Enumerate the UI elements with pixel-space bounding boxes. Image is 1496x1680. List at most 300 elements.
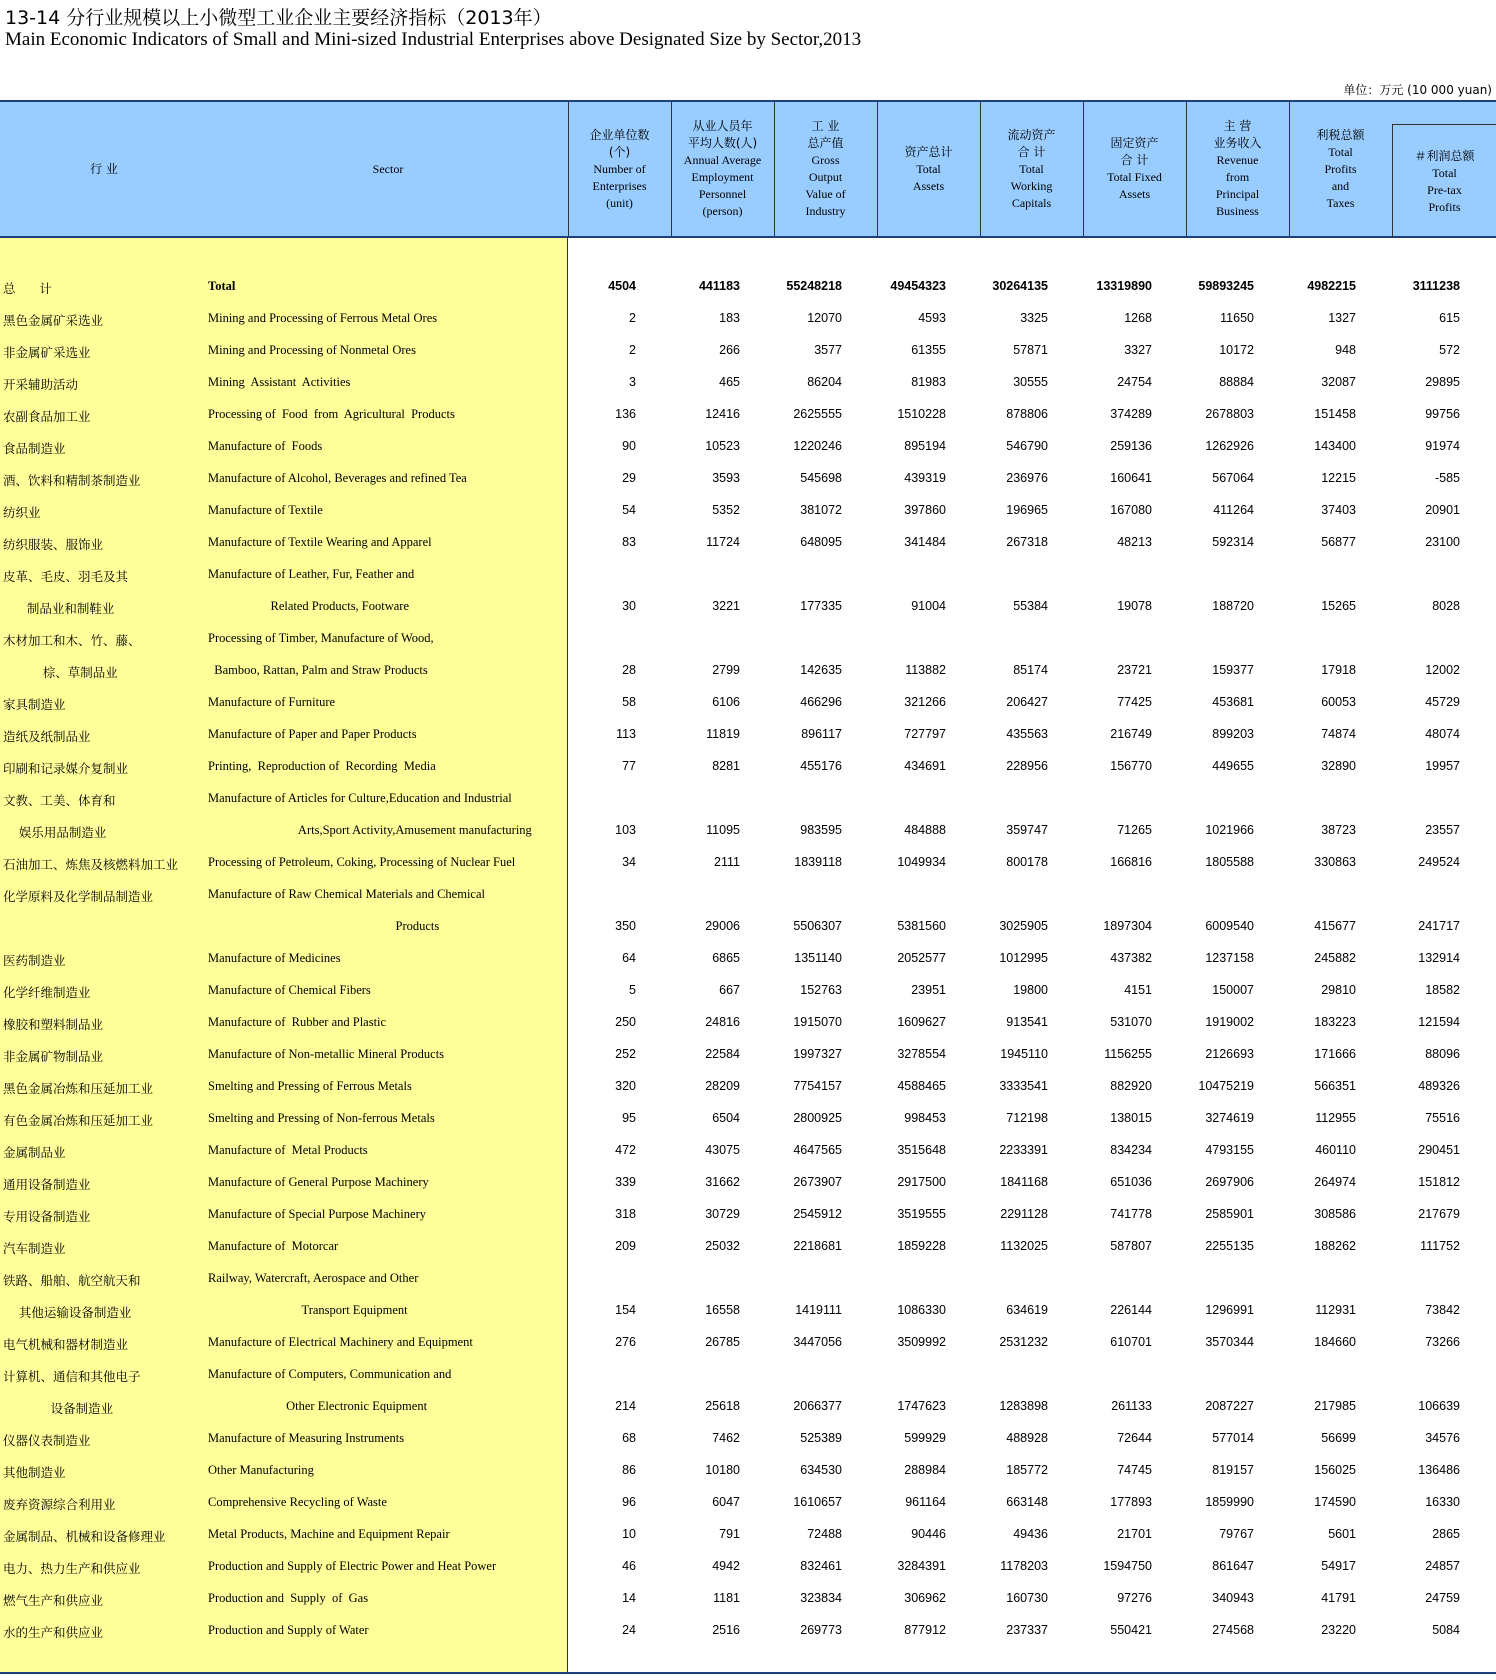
row-label-cn: 开采辅助活动 <box>3 377 79 392</box>
row-label-cn: 通用设备制造业 <box>3 1177 91 1192</box>
row-label-cn: 皮革、毛皮、羽毛及其 <box>3 569 129 584</box>
row-value: 19957 <box>1425 759 1460 773</box>
row-value: 24754 <box>1117 375 1152 389</box>
row-value: 1021966 <box>1205 823 1254 837</box>
table-row <box>0 1039 1496 1071</box>
table-row <box>0 495 1496 527</box>
row-value: 525389 <box>800 1431 842 1445</box>
table-row <box>0 591 1496 623</box>
header-col-2 <box>671 102 774 236</box>
row-value: 3519555 <box>897 1207 946 1221</box>
row-label-cn: 酒、饮料和精制茶制造业 <box>3 473 141 488</box>
row-value: 948 <box>1335 343 1356 357</box>
row-value: 30555 <box>1013 375 1048 389</box>
row-value: 99756 <box>1425 407 1460 421</box>
row-value: 25618 <box>705 1399 740 1413</box>
row-value: 68 <box>622 1431 636 1445</box>
row-value: 34576 <box>1425 1431 1460 1445</box>
row-value: 6047 <box>712 1495 740 1509</box>
header-col-5-line: Capitals <box>1011 195 1052 210</box>
row-value: 113882 <box>905 663 946 677</box>
unit-label: 单位：万元 (10 000 yuan) <box>1343 83 1492 97</box>
row-value: 2625555 <box>793 407 842 421</box>
row-value: 615 <box>1439 311 1460 325</box>
table-title-en: Main Economic Indicators of Small and Mini-sized Industrial Enterprises above Designated Size by Sector,2013 <box>5 29 862 50</box>
row-value: 2865 <box>1432 1527 1460 1541</box>
row-value: 3570344 <box>1205 1335 1254 1349</box>
row-value: 6865 <box>712 951 740 965</box>
row-value: 41791 <box>1321 1591 1356 1605</box>
table-row <box>0 1615 1496 1647</box>
row-value: 166816 <box>1110 855 1152 869</box>
row-value: 1841168 <box>1000 1175 1048 1189</box>
row-label-en: Manufacture of Metal Products <box>208 1143 368 1157</box>
row-value: 5381560 <box>897 919 946 933</box>
row-value: 11095 <box>706 823 740 837</box>
row-value: 29895 <box>1425 375 1460 389</box>
row-value: 55248218 <box>786 279 842 293</box>
row-value: 269773 <box>800 1623 842 1637</box>
row-value: 188262 <box>1314 1239 1356 1253</box>
header-col-1 <box>568 102 671 236</box>
header-col-7-line: 业务收入 <box>1213 136 1262 150</box>
row-value: 4588465 <box>897 1079 946 1093</box>
header-col-3 <box>774 102 877 236</box>
table-row <box>0 303 1496 335</box>
row-value: 177893 <box>1110 1495 1152 1509</box>
header-col-6-line: Assets <box>1118 187 1151 201</box>
row-value: 3 <box>629 375 636 389</box>
row-value: 2066377 <box>793 1399 842 1413</box>
row-value: 112931 <box>1315 1303 1356 1317</box>
row-label-en: Mining and Processing of Nonmetal Ores <box>208 343 416 357</box>
row-value: 72644 <box>1117 1431 1152 1445</box>
row-label-en: Smelting and Pressing of Ferrous Metals <box>208 1079 412 1093</box>
row-value: 160641 <box>1110 471 1152 485</box>
row-value: 24759 <box>1425 1591 1460 1605</box>
header-col-7-line: Business <box>1216 204 1259 218</box>
row-label-cn: 汽车制造业 <box>3 1241 66 1256</box>
row-label-cn: 文教、工美、体育和 <box>3 793 116 808</box>
row-value: 359747 <box>1006 823 1048 837</box>
row-value: 3111238 <box>1412 279 1460 293</box>
row-label-cn: 纺织服装、服饰业 <box>3 537 104 552</box>
row-value: 599929 <box>904 1431 946 1445</box>
row-label-cn: 化学原料及化学制品制造业 <box>3 889 154 904</box>
row-value: 154 <box>615 1303 636 1317</box>
row-value: 3025905 <box>999 919 1048 933</box>
header-col-3-line: 工 业 <box>811 119 840 133</box>
row-value: 1510228 <box>897 407 946 421</box>
row-label-cn: 金属制品、机械和设备修理业 <box>3 1529 166 1544</box>
row-value: 75516 <box>1425 1111 1460 1125</box>
row-value: 323834 <box>800 1591 842 1605</box>
row-value: 106639 <box>1418 1399 1460 1413</box>
table-row <box>0 1167 1496 1199</box>
table-row <box>0 1135 1496 1167</box>
header-col-4-line: Assets <box>912 178 945 193</box>
table-row <box>0 1455 1496 1487</box>
row-value: 1945110 <box>1000 1047 1048 1061</box>
table-row <box>0 1007 1496 1039</box>
row-value: 465 <box>719 375 740 389</box>
row-value: 46 <box>622 1559 636 1573</box>
row-value: 1262926 <box>1205 439 1254 453</box>
row-value: 3577 <box>814 343 842 357</box>
row-value: 24816 <box>705 1015 740 1029</box>
table-row <box>0 1103 1496 1135</box>
row-value: 188720 <box>1212 599 1254 613</box>
row-value: 2255135 <box>1205 1239 1254 1253</box>
row-value: 111752 <box>1420 1239 1460 1253</box>
row-value: 340943 <box>1212 1591 1254 1605</box>
row-value: 12416 <box>705 407 740 421</box>
row-value: 249524 <box>1418 855 1460 869</box>
row-value: 651036 <box>1110 1175 1152 1189</box>
row-label-cn: 棕、草制品业 <box>3 665 118 680</box>
row-value: 79767 <box>1219 1527 1254 1541</box>
row-value: 321266 <box>904 695 946 709</box>
row-label-cn: 纺织业 <box>3 505 41 520</box>
row-label-en: Manufacture of Medicines <box>208 951 341 965</box>
table-row <box>0 623 1496 655</box>
row-value: 167080 <box>1110 503 1152 517</box>
row-value: 12070 <box>807 311 842 325</box>
row-value: 2516 <box>712 1623 740 1637</box>
header-col-5-line: Working <box>1010 178 1053 193</box>
table-row <box>0 1487 1496 1519</box>
header-col-5-line: Total <box>1019 161 1044 176</box>
row-value: 5506307 <box>793 919 842 933</box>
row-label-en: Production and Supply of Water <box>208 1623 369 1637</box>
row-value: 2126693 <box>1205 1047 1254 1061</box>
header-col-4-line: Total <box>916 161 941 176</box>
row-value: 592314 <box>1212 535 1254 549</box>
row-value: 11819 <box>706 727 740 741</box>
row-label-cn: 黑色金属矿采选业 <box>3 313 104 328</box>
row-value: 142635 <box>800 663 842 677</box>
row-label-en: Metal Products, Machine and Equipment Repair <box>208 1527 450 1541</box>
row-value: 264974 <box>1314 1175 1356 1189</box>
row-value: 961164 <box>905 1495 946 1509</box>
row-label-en: Related Products, Footware <box>208 599 410 613</box>
row-label-en: Manufacture of Raw Chemical Materials and Chemical <box>208 887 485 901</box>
row-value: 531070 <box>1110 1015 1152 1029</box>
row-value: 11650 <box>1220 311 1254 325</box>
row-value: 913541 <box>1006 1015 1048 1029</box>
row-value: 3509992 <box>897 1335 946 1349</box>
row-value: 1915070 <box>793 1015 842 1029</box>
header-divider <box>774 102 775 236</box>
header-col-2-line: Personnel <box>698 187 747 201</box>
row-label-en: Manufacture of Chemical Fibers <box>208 983 371 997</box>
row-label-en: Manufacture of Computers, Communication and <box>208 1367 452 1381</box>
row-value: 23220 <box>1321 1623 1356 1637</box>
row-value: 3333541 <box>999 1079 1048 1093</box>
table-row <box>0 655 1496 687</box>
row-value: 1220246 <box>793 439 842 453</box>
row-value: 741778 <box>1110 1207 1152 1221</box>
row-value: 791 <box>719 1527 740 1541</box>
row-value: 2 <box>629 343 636 357</box>
row-value: 152763 <box>800 983 842 997</box>
row-value: 10180 <box>705 1463 740 1477</box>
row-value: 88096 <box>1425 1047 1460 1061</box>
row-value: 22584 <box>705 1047 740 1061</box>
row-value: 136 <box>615 407 636 421</box>
row-value: 460110 <box>1315 1143 1356 1157</box>
row-value: 7462 <box>712 1431 740 1445</box>
row-value: 3274619 <box>1205 1111 1254 1125</box>
table-row <box>0 271 1496 303</box>
row-value: 411264 <box>1213 503 1254 517</box>
header-col-3-line: Industry <box>805 204 846 218</box>
row-value: 54 <box>622 503 636 517</box>
row-label-en: Manufacture of Measuring Instruments <box>208 1431 405 1445</box>
table-row <box>0 1391 1496 1423</box>
row-value: 1237158 <box>1205 951 1254 965</box>
row-label-cn: 计算机、通信和其他电子 <box>3 1369 141 1384</box>
header-col-8-line: Taxes <box>1326 195 1355 210</box>
row-value: 77425 <box>1117 695 1152 709</box>
row-value: 185772 <box>1006 1463 1048 1477</box>
row-value: 2052577 <box>897 951 946 965</box>
row-label-cn: 印刷和记录媒介复制业 <box>3 761 129 776</box>
row-value: 350 <box>615 919 636 933</box>
table-row <box>0 431 1496 463</box>
row-value: 274568 <box>1212 1623 1254 1637</box>
row-label-en: Manufacture of Alcohol, Beverages and refined Tea <box>208 471 467 485</box>
row-label-cn: 石油加工、炼焦及核燃料加工业 <box>3 857 179 872</box>
row-value: 877912 <box>904 1623 946 1637</box>
row-value: 29 <box>622 471 636 485</box>
row-value: 6009540 <box>1205 919 1254 933</box>
table-row <box>0 975 1496 1007</box>
header-col-9-line: Pre-tax <box>1427 182 1462 197</box>
row-value: 184660 <box>1314 1335 1356 1349</box>
row-value: 832461 <box>800 1559 842 1573</box>
row-value: 56699 <box>1321 1431 1356 1445</box>
row-value: 38723 <box>1321 823 1356 837</box>
header-col-2-line: Annual Average <box>683 153 762 167</box>
row-value: 77 <box>622 759 636 773</box>
row-value: 150007 <box>1212 983 1254 997</box>
row-label-en: Printing, Reproduction of Recording Media <box>208 759 436 773</box>
row-value: 45729 <box>1425 695 1460 709</box>
row-value: 567064 <box>1212 471 1254 485</box>
row-value: 252 <box>615 1047 636 1061</box>
row-value: 1283898 <box>999 1399 1048 1413</box>
row-label-cn: 其他制造业 <box>3 1465 66 1480</box>
row-value: 4793155 <box>1205 1143 1254 1157</box>
row-value: 58 <box>622 695 636 709</box>
row-value: 610701 <box>1110 1335 1152 1349</box>
row-value: 159377 <box>1212 663 1254 677</box>
row-value: 998453 <box>904 1111 946 1125</box>
row-value: 96 <box>622 1495 636 1509</box>
row-value: 306962 <box>904 1591 946 1605</box>
row-value: 2673907 <box>793 1175 842 1189</box>
header-col-1-line: 企业单位数 <box>589 127 650 142</box>
row-value: 2545912 <box>793 1207 842 1221</box>
row-value: 1156255 <box>1104 1047 1152 1061</box>
row-value: 30 <box>622 599 636 613</box>
header-col-9-line: Profits <box>1428 199 1461 214</box>
header-col-1-line: (unit) <box>606 195 633 210</box>
row-label-en: Manufacture of Foods <box>208 439 323 453</box>
row-value: 381072 <box>800 503 842 517</box>
row-label-cn: 金属制品业 <box>3 1145 66 1160</box>
row-value: 15265 <box>1321 599 1356 613</box>
row-value: 882920 <box>1110 1079 1152 1093</box>
table-row <box>0 527 1496 559</box>
row-value: 49454323 <box>890 279 946 293</box>
table-row <box>0 1519 1496 1551</box>
row-value: 1086330 <box>897 1303 946 1317</box>
row-value: 19800 <box>1013 983 1048 997</box>
row-value: 74745 <box>1117 1463 1152 1477</box>
row-value: 83 <box>622 535 636 549</box>
row-value: 308586 <box>1314 1207 1356 1221</box>
row-value: 91974 <box>1425 439 1460 453</box>
row-label-cn: 铁路、船舶、航空航天和 <box>3 1273 141 1288</box>
row-value: 1859228 <box>897 1239 946 1253</box>
row-value: 6106 <box>712 695 740 709</box>
row-value: 5352 <box>712 503 740 517</box>
row-value: 16558 <box>705 1303 740 1317</box>
row-value: 81983 <box>911 375 946 389</box>
header-col-3-line: Output <box>808 170 843 184</box>
row-value: 6504 <box>712 1111 740 1125</box>
row-value: 250 <box>615 1015 636 1029</box>
row-value: 1859990 <box>1205 1495 1254 1509</box>
table-row <box>0 783 1496 815</box>
row-label-en: Manufacture of Paper and Paper Products <box>208 727 417 741</box>
row-value: 577014 <box>1212 1431 1254 1445</box>
row-value: 217985 <box>1314 1399 1356 1413</box>
row-value: 10475219 <box>1198 1079 1254 1093</box>
row-value: 8028 <box>1432 599 1460 613</box>
row-label-en: Bamboo, Rattan, Palm and Straw Products <box>208 663 428 677</box>
row-value: 143400 <box>1314 439 1356 453</box>
row-value: 56877 <box>1321 535 1356 549</box>
row-label-en: Production and Supply of Electric Power and Heat Power <box>208 1559 497 1573</box>
row-label-en: Mining Assistant Activities <box>208 375 351 389</box>
row-value: 318 <box>615 1207 636 1221</box>
row-value: 32087 <box>1321 375 1356 389</box>
header-col-5-line: 流动资产 <box>1007 127 1056 142</box>
row-value: 466296 <box>800 695 842 709</box>
row-label-en: Processing of Timber, Manufacture of Wood, <box>208 631 434 645</box>
row-value: 20901 <box>1425 503 1460 517</box>
row-value: 3327 <box>1124 343 1152 357</box>
row-value: 550421 <box>1110 1623 1152 1637</box>
table-row <box>0 847 1496 879</box>
row-value: 11724 <box>706 535 740 549</box>
row-value: 1419111 <box>795 1303 842 1317</box>
row-value: 1594750 <box>1103 1559 1152 1573</box>
row-value: 712198 <box>1006 1111 1048 1125</box>
row-value: 290451 <box>1418 1143 1460 1157</box>
row-value: 667 <box>719 983 740 997</box>
row-value: 266 <box>719 343 740 357</box>
table-body <box>0 271 1496 1647</box>
row-value: 276 <box>615 1335 636 1349</box>
row-value: 1296991 <box>1205 1303 1254 1317</box>
row-value: 2531232 <box>999 1335 1048 1349</box>
row-value: 261133 <box>1111 1399 1152 1413</box>
row-value: 1747623 <box>897 1399 946 1413</box>
row-value: 1268 <box>1124 311 1152 325</box>
row-value: 97276 <box>1117 1591 1152 1605</box>
row-value: 2087227 <box>1205 1399 1254 1413</box>
row-value: 3447056 <box>793 1335 842 1349</box>
header-col-2-line: Employment <box>691 170 754 184</box>
header-col-4 <box>877 102 980 236</box>
row-label-en: Processing of Petroleum, Coking, Processing of Nuclear Fuel <box>208 855 516 869</box>
row-value: 434691 <box>904 759 946 773</box>
row-value: 5 <box>629 983 636 997</box>
row-value: 1327 <box>1328 311 1356 325</box>
header-col-8-line: Total <box>1328 144 1353 159</box>
row-label-en: Railway, Watercraft, Aerospace and Other <box>208 1271 419 1285</box>
row-value: 572 <box>1439 343 1460 357</box>
table-row <box>0 463 1496 495</box>
row-value: 546790 <box>1006 439 1048 453</box>
row-value: 88884 <box>1219 375 1254 389</box>
row-value: 489326 <box>1418 1079 1460 1093</box>
row-value: 663148 <box>1006 1495 1048 1509</box>
row-value: 138015 <box>1110 1111 1152 1125</box>
row-value: 455176 <box>800 759 842 773</box>
row-label-cn: 食品制造业 <box>3 441 66 456</box>
table-header <box>0 100 1496 238</box>
table-title-cn: 13-14 分行业规模以上小微型工业企业主要经济指标（2013年） <box>5 7 552 29</box>
row-value: 1997327 <box>793 1047 842 1061</box>
row-value: 103 <box>615 823 636 837</box>
row-label-cn: 娱乐用品制造业 <box>3 825 107 840</box>
table-row <box>0 1071 1496 1103</box>
row-label-cn: 废弃资源综合利用业 <box>3 1497 116 1512</box>
row-value: 30264135 <box>992 279 1048 293</box>
table-row <box>0 879 1496 911</box>
row-value: 7754157 <box>793 1079 842 1093</box>
table-row <box>0 1583 1496 1615</box>
row-label-en: Comprehensive Recycling of Waste <box>208 1495 387 1509</box>
header-sector-cn-text: 行 业 <box>90 161 118 176</box>
table-row <box>0 1263 1496 1295</box>
row-value: 34 <box>622 855 636 869</box>
row-value: 73842 <box>1425 1303 1460 1317</box>
row-value: 23557 <box>1425 823 1460 837</box>
row-value: 634530 <box>800 1463 842 1477</box>
row-label-en: Processing of Food from Agricultural Products <box>208 407 455 421</box>
row-value: 12002 <box>1425 663 1460 677</box>
row-value: 57871 <box>1013 343 1048 357</box>
table-row <box>0 943 1496 975</box>
row-value: 587807 <box>1110 1239 1152 1253</box>
header-col-3-line: Gross <box>811 153 840 167</box>
row-value: 13319890 <box>1096 279 1152 293</box>
row-label-cn: 有色金属冶炼和压延加工业 <box>3 1113 154 1128</box>
row-value: 64 <box>622 951 636 965</box>
row-label-en: Transport Equipment <box>208 1303 408 1317</box>
row-value: 18582 <box>1425 983 1460 997</box>
row-value: 4942 <box>712 1559 740 1573</box>
row-value: 156770 <box>1110 759 1152 773</box>
row-value: 415677 <box>1314 919 1356 933</box>
row-value: 983595 <box>800 823 842 837</box>
